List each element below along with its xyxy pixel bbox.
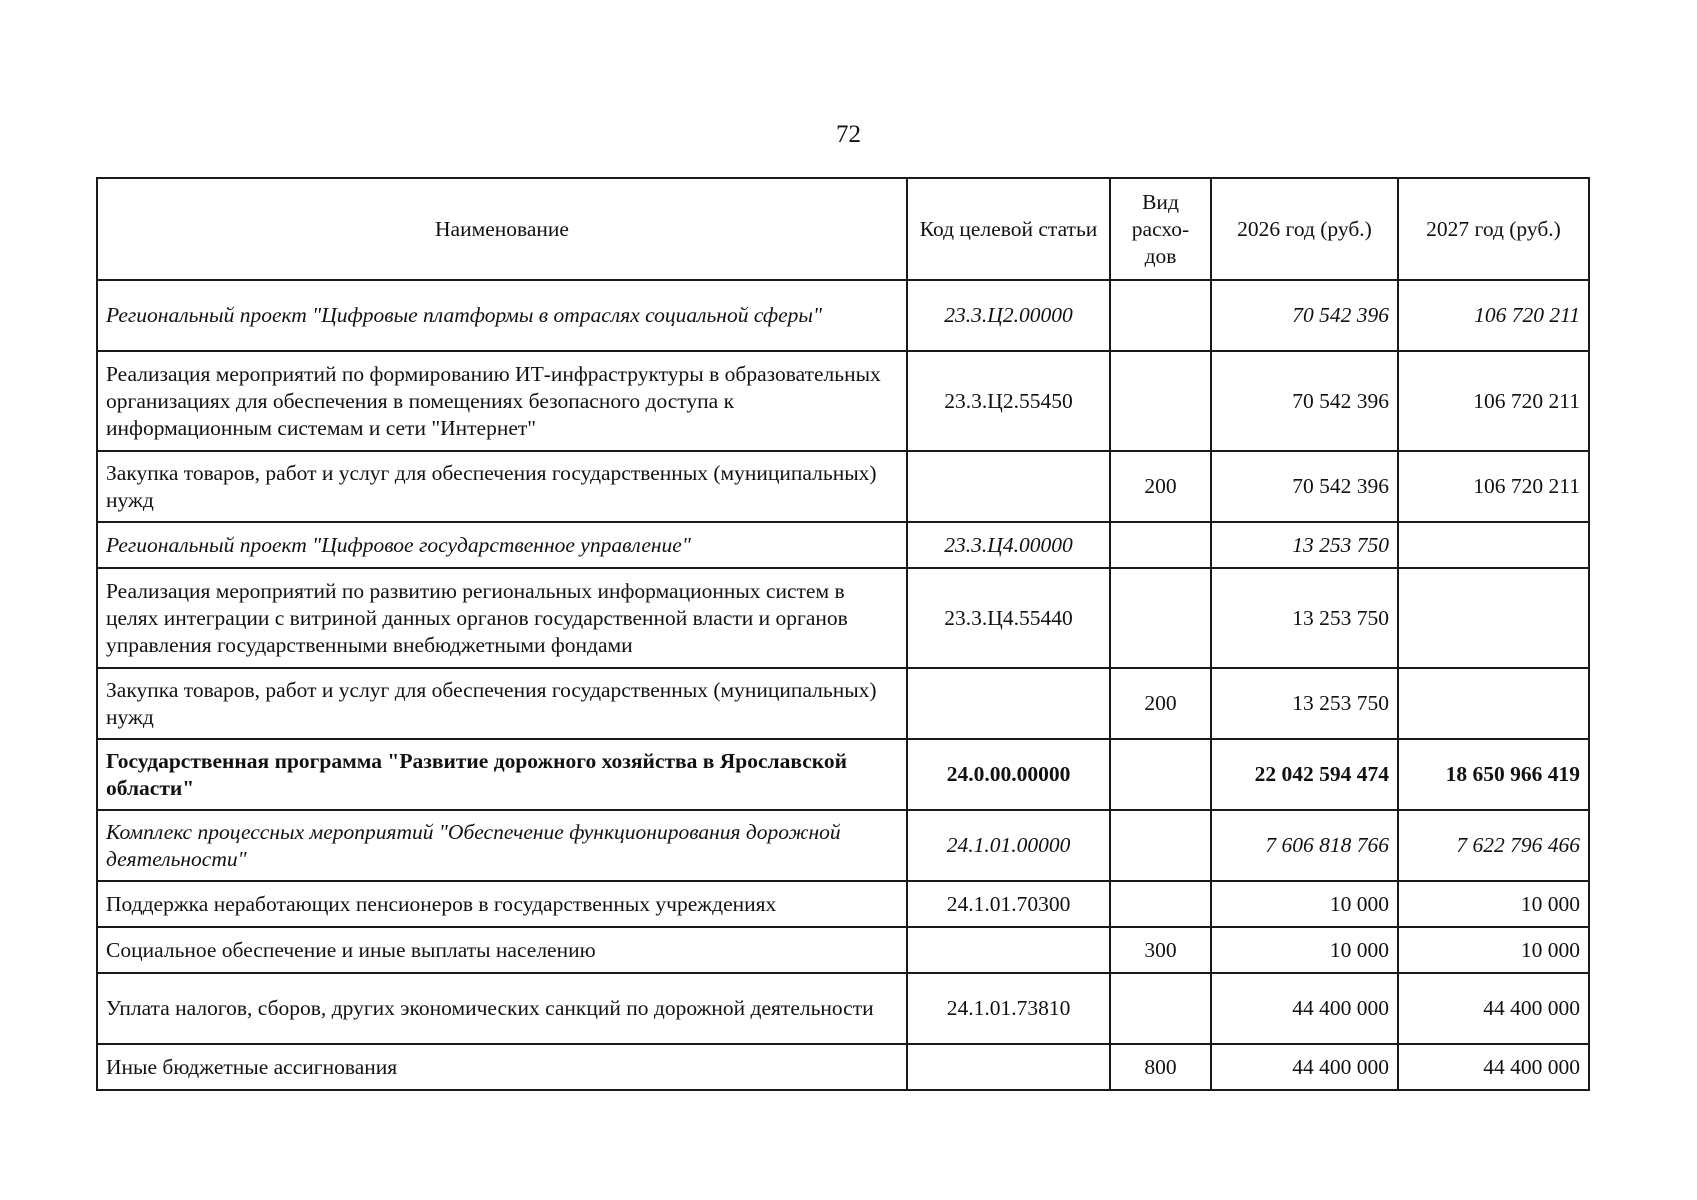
row-amount-2026: 22 042 594 474: [1211, 739, 1398, 810]
row-amount-2027: 10 000: [1398, 927, 1589, 973]
row-amount-2026: 44 400 000: [1211, 973, 1398, 1044]
row-amount-2027: 44 400 000: [1398, 973, 1589, 1044]
table-row: [97, 973, 1589, 1044]
row-code: [907, 451, 1110, 522]
row-amount-2027: [1398, 668, 1589, 739]
row-expense-type: [1110, 810, 1211, 881]
table-row: [97, 451, 1589, 522]
row-amount-2027: 7 622 796 466: [1398, 810, 1589, 881]
table-row: [97, 280, 1589, 351]
row-name: Поддержка неработающих пенсионеров в государственных учреждениях: [97, 881, 907, 927]
row-name: Социальное обеспечение и иные выплаты населению: [97, 927, 907, 973]
row-amount-2027: 10 000: [1398, 881, 1589, 927]
row-amount-2026: 44 400 000: [1211, 1044, 1398, 1090]
row-name: Закупка товаров, работ и услуг для обеспечения государственных (муниципальных) нужд: [97, 451, 907, 522]
table-row: [97, 1044, 1589, 1090]
row-amount-2027: 18 650 966 419: [1398, 739, 1589, 810]
table-header-row: [97, 178, 1589, 280]
row-name: Уплата налогов, сборов, других экономических санкций по дорожной деятельности: [97, 973, 907, 1044]
table-row: [97, 568, 1589, 668]
row-code: 24.1.01.70300: [907, 881, 1110, 927]
header-code: Код целевой статьи: [907, 178, 1110, 280]
row-amount-2027: 106 720 211: [1398, 351, 1589, 451]
header-name: Наименование: [97, 178, 907, 280]
row-amount-2026: 10 000: [1211, 881, 1398, 927]
table-row: [97, 927, 1589, 973]
row-code: 24.0.00.00000: [907, 739, 1110, 810]
row-amount-2027: 106 720 211: [1398, 451, 1589, 522]
row-amount-2026: 13 253 750: [1211, 668, 1398, 739]
row-amount-2026: 70 542 396: [1211, 280, 1398, 351]
row-expense-type: 200: [1110, 668, 1211, 739]
table-row: [97, 522, 1589, 568]
row-expense-type: 300: [1110, 927, 1211, 973]
row-amount-2026: 70 542 396: [1211, 351, 1398, 451]
header-expense-type: Вид расхо-дов: [1110, 178, 1211, 280]
page-number: 72: [836, 121, 861, 148]
table-row: [97, 351, 1589, 451]
row-expense-type: [1110, 522, 1211, 568]
row-name: Региональный проект "Цифровое государственное управление": [97, 522, 907, 568]
row-name: Региональный проект "Цифровые платформы в отраслях социальной сферы": [97, 280, 907, 351]
row-amount-2026: 13 253 750: [1211, 568, 1398, 668]
row-code: [907, 668, 1110, 739]
row-name: Закупка товаров, работ и услуг для обеспечения государственных (муниципальных) нужд: [97, 668, 907, 739]
row-code: 23.3.Ц2.00000: [907, 280, 1110, 351]
row-amount-2027: [1398, 522, 1589, 568]
row-expense-type: 800: [1110, 1044, 1211, 1090]
row-expense-type: [1110, 568, 1211, 668]
row-expense-type: 200: [1110, 451, 1211, 522]
table-row: [97, 881, 1589, 927]
row-amount-2026: 7 606 818 766: [1211, 810, 1398, 881]
row-expense-type: [1110, 280, 1211, 351]
table-row: [97, 668, 1589, 739]
budget-table: [96, 177, 1590, 1091]
row-code: 23.3.Ц4.55440: [907, 568, 1110, 668]
row-amount-2027: 44 400 000: [1398, 1044, 1589, 1090]
row-name: Комплекс процессных мероприятий "Обеспечение функционирования дорожной деятельности": [97, 810, 907, 881]
row-code: 23.3.Ц2.55450: [907, 351, 1110, 451]
row-name: Реализация мероприятий по развитию региональных информационных систем в целях интеграции с витриной данных органов государственной власти и органов управления государственными внебюджетными фондами: [97, 568, 907, 668]
row-name: Иные бюджетные ассигнования: [97, 1044, 907, 1090]
row-code: [907, 927, 1110, 973]
row-code: 24.1.01.00000: [907, 810, 1110, 881]
table-row: [97, 810, 1589, 881]
header-year-2026: 2026 год (руб.): [1211, 178, 1398, 280]
row-expense-type: [1110, 351, 1211, 451]
row-amount-2026: 70 542 396: [1211, 451, 1398, 522]
row-amount-2026: 13 253 750: [1211, 522, 1398, 568]
row-code: [907, 1044, 1110, 1090]
header-year-2027: 2027 год (руб.): [1398, 178, 1589, 280]
row-expense-type: [1110, 973, 1211, 1044]
row-name: Реализация мероприятий по формированию ИТ-инфраструктуры в образовательных организациях для обеспечения в помещениях безопасного доступа к информационным системам и сети "Интернет": [97, 351, 907, 451]
row-code: 23.3.Ц4.00000: [907, 522, 1110, 568]
row-name: Государственная программа "Развитие дорожного хозяйства в Ярославской области": [97, 739, 907, 810]
row-amount-2027: [1398, 568, 1589, 668]
row-amount-2026: 10 000: [1211, 927, 1398, 973]
row-expense-type: [1110, 739, 1211, 810]
row-amount-2027: 106 720 211: [1398, 280, 1589, 351]
table-row: [97, 739, 1589, 810]
row-code: 24.1.01.73810: [907, 973, 1110, 1044]
row-expense-type: [1110, 881, 1211, 927]
